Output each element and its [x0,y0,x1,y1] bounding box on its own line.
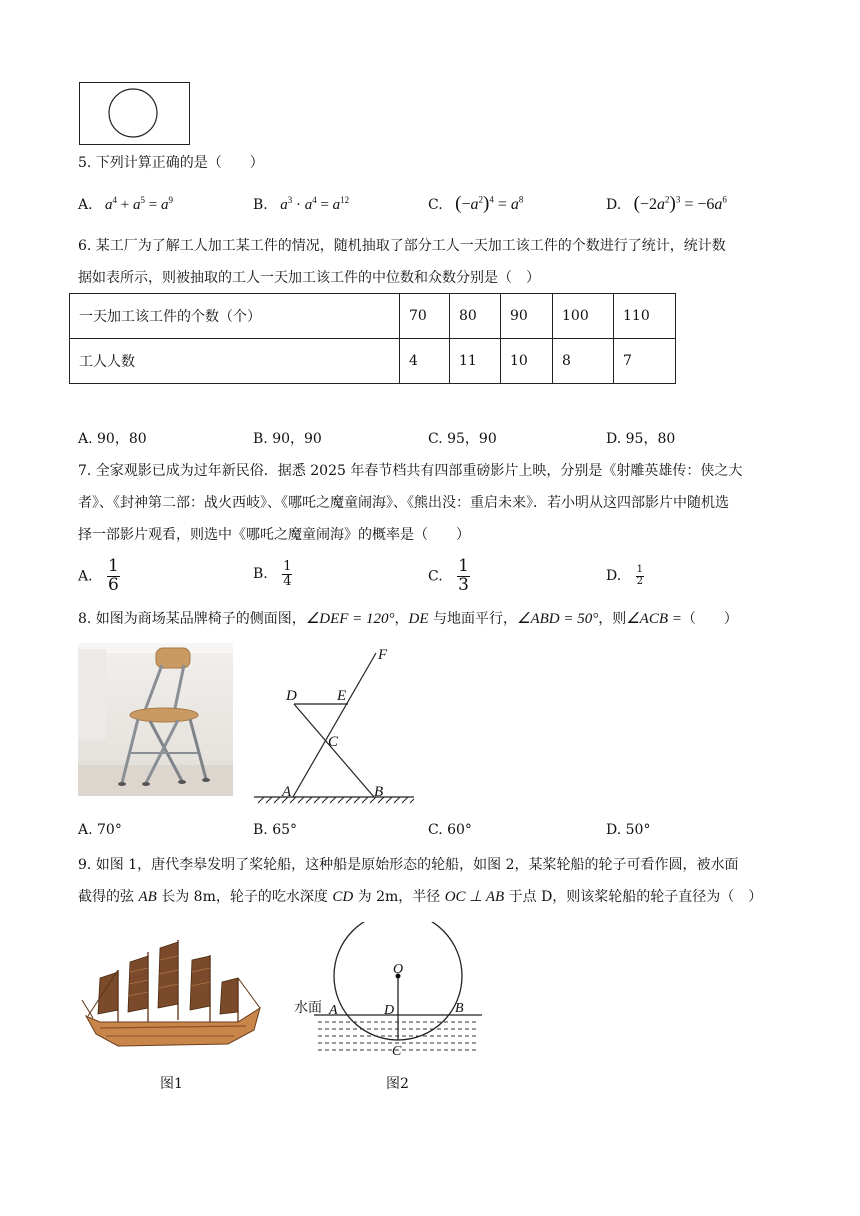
table-cell: 10 [501,339,553,384]
q6-stem-line2: 据如表所示，则被抽取的工人一天加工该工件的中位数和众数分别是（ ） [78,270,540,286]
table-cell: 90 [501,294,553,339]
q7-option-c[interactable]: C. $\frac{1}{3}$ [428,556,469,595]
q5-a-expr: $a^4 + a^5 = a^9$ [105,195,173,213]
table-cell: 110 [614,294,676,339]
table-row [70,339,676,384]
label-e: E [337,688,347,704]
table-cell: 7 [614,339,676,384]
table-cell: 100 [553,294,614,339]
q5-option-d[interactable]: D. $(-2a^2)^3 = -6a^6$ [606,193,727,214]
label-o: O [393,962,404,977]
label-b: B [374,784,384,800]
q5-d-expr: $(-2a^2)^3 = -6a^6$ [633,193,727,214]
table-cell: 8 [553,339,614,384]
table-header-cell: 工人人数 [70,339,400,384]
q7-b-fraction: $\frac{1}{4}$ [283,559,292,589]
q9-wheel-figure [292,922,484,1062]
q8-geometry-figure [248,643,420,805]
label-f: F [378,647,388,663]
label-c: C [392,1044,402,1059]
table-cell: 4 [400,339,450,384]
water-label: 水面 [294,1000,322,1016]
circle-figure [79,82,190,145]
q6-option-c[interactable]: C. 95，90 [428,431,497,447]
figure2-caption: 图2 [386,1076,409,1092]
q8-option-c[interactable]: C. 60° [428,822,472,838]
ship-photo [78,930,267,1057]
q9-wheel-svg [292,922,484,1062]
q8-option-b[interactable]: B. 65° [253,822,298,838]
table-cell: 11 [450,339,501,384]
table-header-cell: 一天加工该工件的个数（个） [70,294,400,339]
q9-line2: 截得的弦 AB 长为 8m，轮子的吃水深度 CD 为 2m，半径 OC ⊥ AB 于点 D，则该桨轮船的轮子直径为（ ） [78,889,763,905]
q7-a-fraction: $\frac{1}{6}$ [108,556,119,595]
q5-option-a[interactable]: A. $a^4 + a^5 = a^9$ [78,195,173,213]
q6-stem-line1: 6. 某工厂为了解工人加工某工件的情况，随机抽取了部分工人一天加工该工件的个数进行了统计，统计数 [78,238,726,254]
label-b: B [455,1001,464,1016]
q6-option-b[interactable]: B. 90，90 [253,431,322,447]
q7-line1: 7. 全家观影已成为过年新民俗．据悉 2025 年春节档共有四部重磅影片上映，分别是《射雕英雄传：侠之大 [78,463,743,479]
q7-line2: 者》、《封神第二部：战火西岐》、《哪吒之魔童闹海》、《熊出没：重启未来》．若小明从这四部影片中随机选 [78,495,729,511]
q5-stem: 5. 下列计算正确的是（ ） [78,155,264,171]
q8-stem: 8. 如图为商场某品牌椅子的侧面图，∠DEF = 120°，DE 与地面平行，∠ABD = 50°，则∠ACB =（ ） [78,611,738,627]
table-cell: 80 [450,294,501,339]
q5-c-expr: $(-a^2)^4 = a^8$ [455,193,524,214]
chair-photo [78,643,233,796]
q9-line1: 9. 如图 1，唐代李皋发明了桨轮船，这种船是原始形态的轮船，如图 2，某桨轮船的轮子可看作圆，被水面 [78,857,739,873]
q8-option-a[interactable]: A. 70° [78,822,122,838]
label-c: C [328,734,339,750]
figure1-caption: 图1 [160,1076,183,1092]
label-d: D [286,688,297,704]
label-a: A [282,784,292,800]
ship-photo-svg [78,930,267,1057]
q8-option-d[interactable]: D. 50° [606,822,651,838]
q6-option-a[interactable]: A. 90，80 [78,431,147,447]
q7-option-b[interactable]: B. $\frac{1}{4}$ [253,559,292,589]
table-row [70,294,676,339]
q7-option-a[interactable]: A. $\frac{1}{6}$ [78,556,119,595]
q8-geometry-svg [248,643,420,805]
table-cell: 70 [400,294,450,339]
q6-data-table [69,293,676,384]
q5-option-b[interactable]: B. $a^3 \cdot a^4 = a^{12}$ [253,195,350,213]
circle-figure-svg [80,83,189,144]
q7-c-fraction: $\frac{1}{3}$ [458,556,469,595]
q5-b-expr: $a^3 \cdot a^4 = a^{12}$ [280,195,350,213]
label-d: D [384,1003,395,1018]
label-a: A [329,1003,338,1018]
q6-option-d[interactable]: D. 95，80 [606,431,676,447]
q7-d-fraction: $\frac{1}{2}$ [636,564,644,587]
q5-option-c[interactable]: C. $(-a^2)^4 = a^8$ [428,193,524,214]
q7-line3: 择一部影片观看，则选中《哪吒之魔童闹海》的概率是（ ） [78,527,470,543]
chair-photo-svg [78,643,233,796]
q7-option-d[interactable]: D. $\frac{1}{2}$ [606,564,644,587]
